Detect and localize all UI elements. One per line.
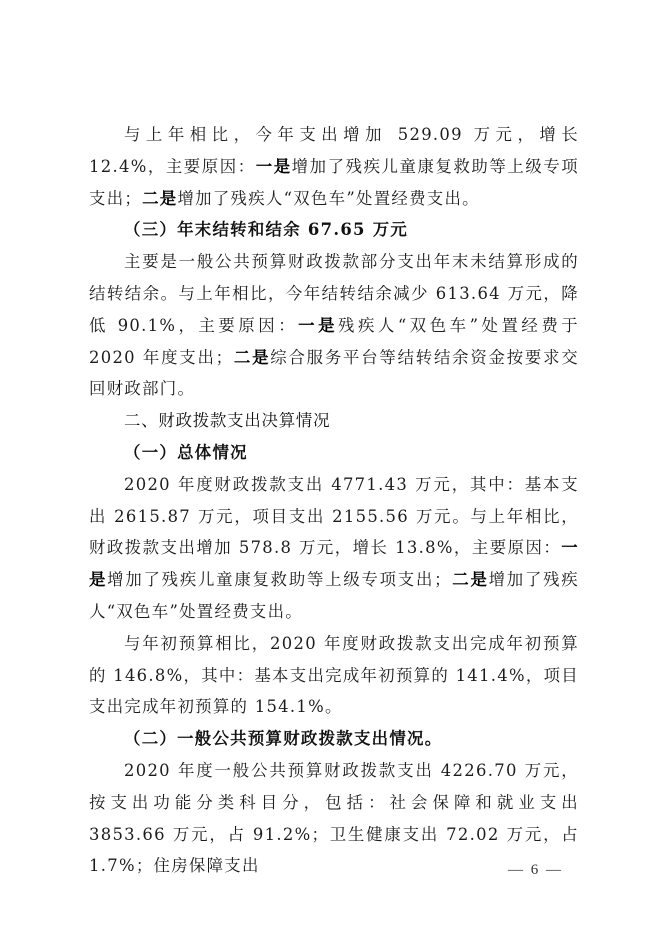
text-run: 与上年相比，今年支出增加 529.09 万元，增长 12.4%，主要原因：: [89, 125, 579, 176]
text-run: 综合服务平台等结转结余资金按要求交回财政部门。: [89, 347, 579, 399]
text-run: 2020 年度一般公共预算财政拨款支出 4226.70 万元，按支出功能分类科目分，包括：社会保障和就业支出 3853.66 万元，占 91.2%；卫生健康支出 72.02 万元，占 1.7%；住房保障支出: [89, 760, 579, 876]
text-run: 增加了残疾人“双色车”处置经费支出。: [89, 570, 579, 621]
paragraph-overall-expenditure: [89, 469, 579, 628]
text-run: 增加了残疾人“双色车”处置经费支出。: [177, 188, 480, 208]
bold-run: 一是: [89, 538, 579, 590]
heading-year-end-balance: （三）年末结转和结余 67.65 万元: [124, 220, 409, 240]
paragraph-general-public-budget: [89, 755, 579, 882]
heading-overall-situation: （一）总体情况: [124, 442, 248, 462]
paragraph-budget-completion: [89, 628, 579, 723]
page-number: — 6 —: [508, 862, 563, 878]
page-content: [89, 119, 579, 882]
bold-run: 一是: [255, 156, 292, 176]
text-run: 增加了残疾儿童康复救助等上级专项支出；: [107, 570, 452, 590]
heading-fiscal-appropriation: 二、财政拨款支出决算情况: [124, 411, 331, 431]
bold-run: 二是: [233, 347, 271, 367]
text-run: 主要是一般公共预算财政拨款部分支出年末未结算形成的结转结余。与上年相比，今年结转结余减少 613.64 万元，降低 90.1%，主要原因：: [89, 252, 579, 335]
text-run: 增加了残疾儿童康复救助等上级专项支出；: [89, 156, 579, 208]
paragraph-year-end-balance: [89, 246, 579, 405]
bold-run: 一是: [298, 315, 339, 335]
text-run: 残疾人“双色车”处置经费于 2020 年度支出；: [89, 315, 579, 367]
text-run: 2020 年度财政拨款支出 4771.43 万元，其中：基本支出 2615.87 万元，项目支出 2155.56 万元。与上年相比，财政拨款支出增加 578.8 万元，增长 13.8%，主要原因：: [89, 474, 579, 558]
paragraph-expenditure-comparison: [89, 119, 579, 214]
text-run: 与年初预算相比，2020 年度财政拨款支出完成年初预算的 146.8%，其中：基本支出完成年初预算的 141.4%，项目支出完成年初预算的 154.1%。: [89, 633, 579, 717]
bold-run: 二是: [451, 570, 489, 590]
bold-run: 二是: [142, 188, 178, 208]
heading-general-public-budget: （二）一般公共预算财政拨款支出情况。: [124, 729, 443, 749]
